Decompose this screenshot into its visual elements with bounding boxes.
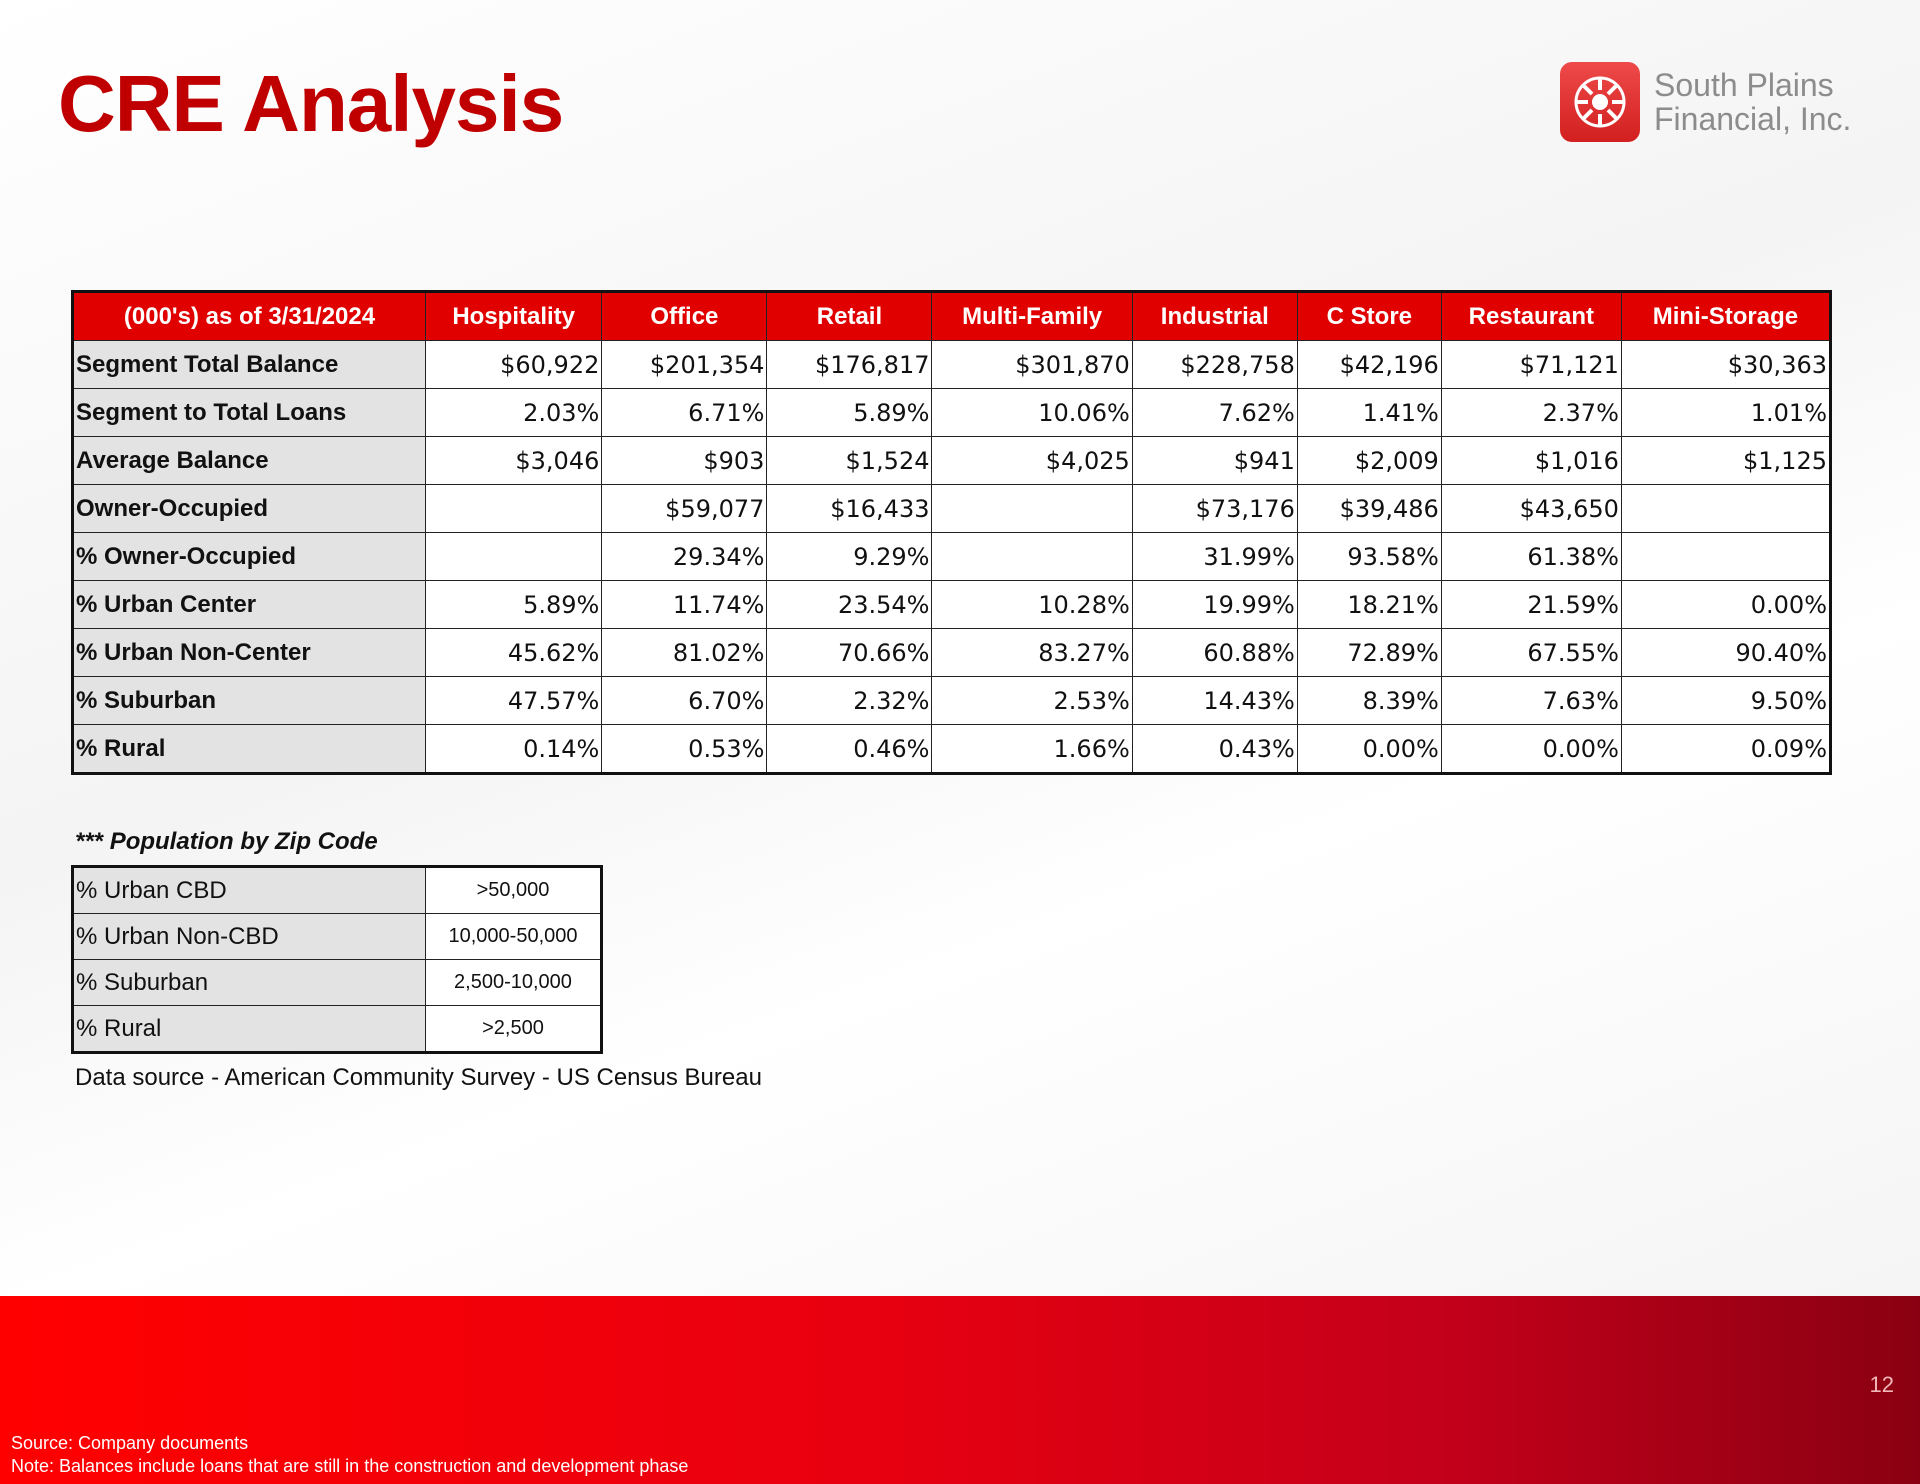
cre-table [71,290,1832,775]
table-cell: $39,486 [1297,485,1441,533]
table-cell: 0.00% [1297,725,1441,774]
table-cell: 7.63% [1441,677,1621,725]
table-cell: 6.70% [602,677,767,725]
table-cell: 9.50% [1621,677,1830,725]
table-row [73,867,602,914]
table-cell: $42,196 [1297,341,1441,389]
table-cell: 11.74% [602,581,767,629]
row-label: % Rural [73,725,426,774]
population-label: % Rural [73,1006,426,1053]
table-cell: $301,870 [932,341,1132,389]
population-range: >50,000 [426,867,602,914]
header-cell: Office [602,292,767,341]
table-cell: 67.55% [1441,629,1621,677]
table-cell: 2.03% [426,389,602,437]
table-row [73,1006,602,1053]
row-label: Average Balance [73,437,426,485]
header-cell: Restaurant [1441,292,1621,341]
row-label: % Owner-Occupied [73,533,426,581]
footer-band [0,1296,1920,1484]
population-range: 2,500-10,000 [426,960,602,1006]
header-cell: Multi-Family [932,292,1132,341]
population-label: % Suburban [73,960,426,1006]
table-cell: $1,016 [1441,437,1621,485]
table-cell: 1.01% [1621,389,1830,437]
table-cell: 5.89% [426,581,602,629]
table-cell: $60,922 [426,341,602,389]
table-cell: 9.29% [767,533,932,581]
table-cell [426,485,602,533]
table-cell: $903 [602,437,767,485]
table-cell: 14.43% [1132,677,1297,725]
table-cell: $43,650 [1441,485,1621,533]
logo-line2: Financial, Inc. [1654,101,1852,137]
table-cell: $59,077 [602,485,767,533]
logo-line1: South Plains [1654,67,1834,103]
company-logo [1560,62,1851,142]
table-row [73,914,602,960]
table-cell: $30,363 [1621,341,1830,389]
header-cell: Retail [767,292,932,341]
table-cell: 10.28% [932,581,1132,629]
table-cell: 93.58% [1297,533,1441,581]
table-cell: 5.89% [767,389,932,437]
table-cell: 10.06% [932,389,1132,437]
table-cell: 6.71% [602,389,767,437]
header-cell: C Store [1297,292,1441,341]
table-row [73,960,602,1006]
footer-notes [11,1432,688,1478]
table-cell: 8.39% [1297,677,1441,725]
row-label: Owner-Occupied [73,485,426,533]
table-cell [1621,485,1830,533]
table-cell: $71,121 [1441,341,1621,389]
table-cell: $228,758 [1132,341,1297,389]
table-cell: 90.40% [1621,629,1830,677]
header-cell: Mini-Storage [1621,292,1830,341]
table-cell [426,533,602,581]
table-row [73,629,1831,677]
table-cell: 19.99% [1132,581,1297,629]
logo-text [1654,68,1851,136]
page-number: 12 [1869,1372,1894,1397]
population-label: % Urban CBD [73,867,426,914]
row-label: % Urban Center [73,581,426,629]
table-cell: $4,025 [932,437,1132,485]
table-row [73,581,1831,629]
table-cell: 2.53% [932,677,1132,725]
table-cell: $176,817 [767,341,932,389]
table-cell: 60.88% [1132,629,1297,677]
table-cell: 29.34% [602,533,767,581]
table-cell: $1,524 [767,437,932,485]
table-cell: 70.66% [767,629,932,677]
table-cell: 23.54% [767,581,932,629]
table-row [73,677,1831,725]
table-cell: 0.00% [1441,725,1621,774]
table-cell: 0.53% [602,725,767,774]
table-cell [932,533,1132,581]
logo-icon [1560,62,1640,142]
table-cell: $2,009 [1297,437,1441,485]
population-range: >2,500 [426,1006,602,1053]
row-label: Segment Total Balance [73,341,426,389]
table-cell: 0.43% [1132,725,1297,774]
population-table [71,865,603,1054]
table-cell: 47.57% [426,677,602,725]
table-cell: 0.46% [767,725,932,774]
table-cell: 21.59% [1441,581,1621,629]
table-row [73,389,1831,437]
population-heading: *** Population by Zip Code [75,828,378,855]
header-cell: Hospitality [426,292,602,341]
population-label: % Urban Non-CBD [73,914,426,960]
table-cell: 61.38% [1441,533,1621,581]
header-cell: Industrial [1132,292,1297,341]
table-cell: $16,433 [767,485,932,533]
table-cell: 2.32% [767,677,932,725]
row-label: % Urban Non-Center [73,629,426,677]
data-source-note: Data source - American Community Survey - US Census Bureau [75,1064,762,1091]
table-cell: $201,354 [602,341,767,389]
source-text: Source: Company documents [11,1433,249,1453]
header-cell: (000's) as of 3/31/2024 [73,292,426,341]
table-row [73,533,1831,581]
table-cell: 2.37% [1441,389,1621,437]
table-cell: 7.62% [1132,389,1297,437]
table-cell: $1,125 [1621,437,1830,485]
table-cell: 0.09% [1621,725,1830,774]
table-header-row [73,292,1831,341]
table-cell: 0.14% [426,725,602,774]
table-cell: 83.27% [932,629,1132,677]
table-cell: 45.62% [426,629,602,677]
table-row [73,725,1831,774]
page-title: CRE Analysis [58,59,564,148]
table-cell: 81.02% [602,629,767,677]
table-row [73,437,1831,485]
table-cell: $941 [1132,437,1297,485]
row-label: % Suburban [73,677,426,725]
table-cell: 72.89% [1297,629,1441,677]
table-cell: $3,046 [426,437,602,485]
table-cell [1621,533,1830,581]
table-cell: 0.00% [1621,581,1830,629]
note-text: Note: Balances include loans that are still in the construction and development phase [11,1456,689,1476]
table-cell: $73,176 [1132,485,1297,533]
table-row [73,341,1831,389]
table-cell: 18.21% [1297,581,1441,629]
population-range: 10,000-50,000 [426,914,602,960]
table-cell: 1.66% [932,725,1132,774]
table-cell: 1.41% [1297,389,1441,437]
table-cell [932,485,1132,533]
table-cell: 31.99% [1132,533,1297,581]
row-label: Segment to Total Loans [73,389,426,437]
table-row [73,485,1831,533]
